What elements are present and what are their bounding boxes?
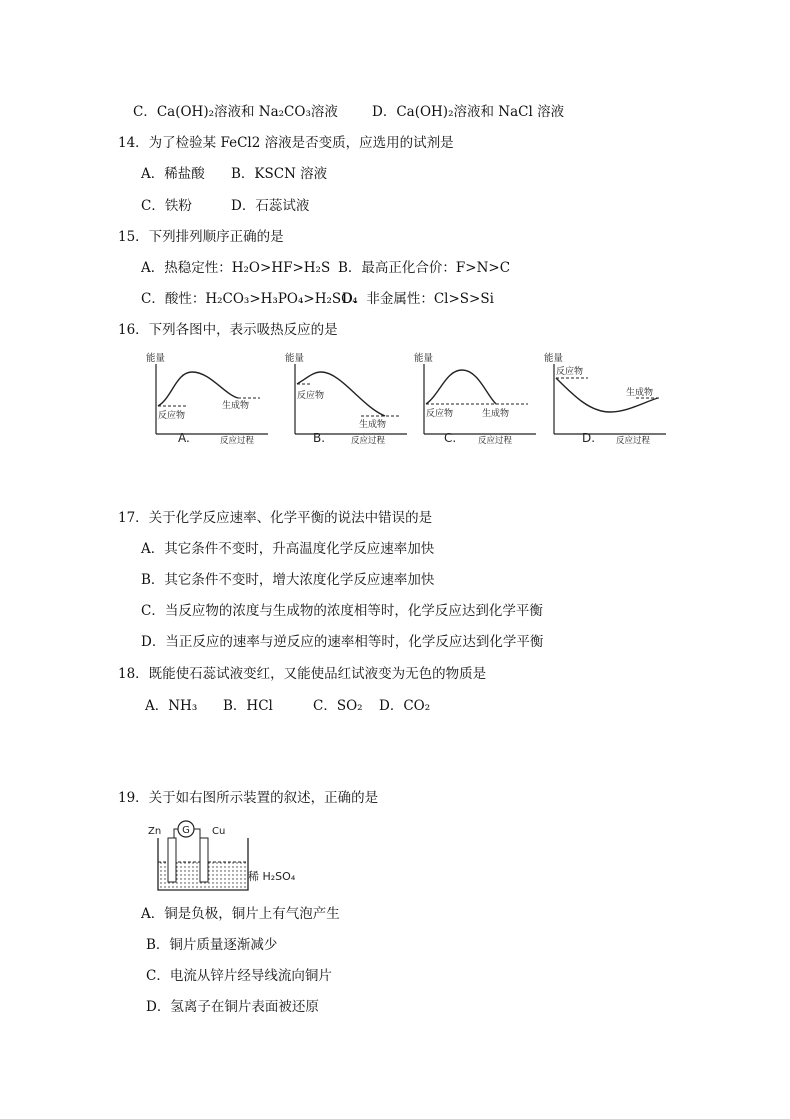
q14-option-c: C．铁粉 [141, 198, 192, 214]
q17-option-c: C．当反应物的浓度与生成物的浓度相等时，化学反应达到化学平衡 [141, 603, 543, 619]
energy-axis-label-b: 能量 [285, 353, 305, 364]
panel-letter-b: B. [313, 431, 326, 445]
q19-option-b: B．铜片质量逐渐减少 [146, 937, 278, 953]
product-label-b: 生成物 [359, 420, 387, 430]
q18-option-c: C．SO₂ [313, 698, 363, 714]
q15-option-d: D．非金属性：Cl>S>Si [342, 291, 494, 307]
q18-stem: 18．既能使石蕊试液变红，又能使品红试液变为无色的物质是 [118, 666, 487, 682]
energy-axis-label-a: 能量 [146, 353, 166, 364]
q14-option-d: D．石蕊试液 [231, 198, 310, 214]
q15-option-a: A．热稳定性：H₂O>HF>H₂S [141, 260, 331, 276]
reactant-label-b: 反应物 [297, 391, 325, 401]
process-axis-label-d: 反应过程 [616, 436, 651, 446]
reactant-label-d: 反应物 [556, 367, 584, 377]
q19-option-d: D．氢离子在铜片表面被还原 [146, 999, 319, 1015]
q17-option-d: D．当正反应的速率与逆反应的速率相等时，化学反应达到化学平衡 [141, 634, 544, 650]
panel-letter-a: A. [178, 431, 190, 445]
galvanometer-label: G [182, 825, 190, 836]
q18-option-d: D．CO₂ [379, 698, 431, 714]
q19-option-a: A．铜是负极，铜片上有气泡产生 [141, 906, 340, 922]
q17-stem: 17．关于化学反应速率、化学平衡的说法中错误的是 [118, 510, 433, 526]
q19-stem: 19．关于如右图所示装置的叙述，正确的是 [118, 790, 379, 806]
zinc-electrode [168, 838, 176, 882]
q18-option-b: B．HCl [223, 698, 273, 714]
copper-electrode [200, 838, 208, 882]
q15-option-b: B．最高正化合价：F>N>C [338, 260, 511, 276]
product-label-d: 生成物 [626, 388, 654, 398]
q19-option-c: C．电流从锌片经导线流向铜片 [146, 968, 332, 984]
q14-stem: 14．为了检验某 FeCl2 溶液是否变质，应选用的试剂是 [118, 135, 454, 151]
energy-diagram-b [281, 350, 411, 452]
reactant-label-c: 反应物 [426, 409, 454, 419]
q16-stem: 16．下列各图中，表示吸热反应的是 [118, 322, 338, 338]
process-axis-label-b: 反应过程 [351, 436, 386, 446]
q15-option-c: C．酸性：H₂CO₃>H₃PO₄>H₂SO₄ [141, 291, 358, 307]
energy-axis-label-c: 能量 [414, 353, 434, 364]
q14-option-b: B．KSCN 溶液 [231, 166, 328, 182]
q14-option-a: A．稀盐酸 [141, 166, 205, 182]
q17-option-a: A．其它条件不变时，升高温度化学反应速率加快 [141, 541, 435, 557]
q15-stem: 15．下列排列顺序正确的是 [118, 229, 284, 245]
galvanic-cell-diagram [148, 818, 296, 898]
product-label-c: 生成物 [482, 409, 510, 419]
q13-option-d: D．Ca(OH)₂溶液和 NaCl 溶液 [372, 104, 565, 120]
energy-diagram-d [540, 350, 670, 452]
q17-option-b: B．其它条件不变时，增大浓度化学反应速率加快 [141, 572, 435, 588]
solution-label: 稀 H₂SO₄ [248, 870, 296, 883]
zinc-electrode-label: Zn [148, 826, 162, 837]
energy-diagram-c [410, 350, 540, 452]
panel-letter-c: C. [444, 431, 457, 445]
process-axis-label-c: 反应过程 [478, 436, 513, 446]
process-axis-label-a: 反应过程 [220, 436, 255, 446]
energy-diagram-a [142, 350, 272, 452]
copper-electrode-label: Cu [212, 826, 226, 837]
product-label-a: 生成物 [222, 401, 250, 411]
q18-option-a: A．NH₃ [145, 698, 198, 714]
q13-option-c: C．Ca(OH)₂溶液和 Na₂CO₃溶液 [133, 104, 338, 120]
panel-letter-d: D. [582, 431, 596, 445]
reactant-label-a: 反应物 [158, 411, 186, 421]
energy-axis-label-d: 能量 [544, 353, 564, 364]
